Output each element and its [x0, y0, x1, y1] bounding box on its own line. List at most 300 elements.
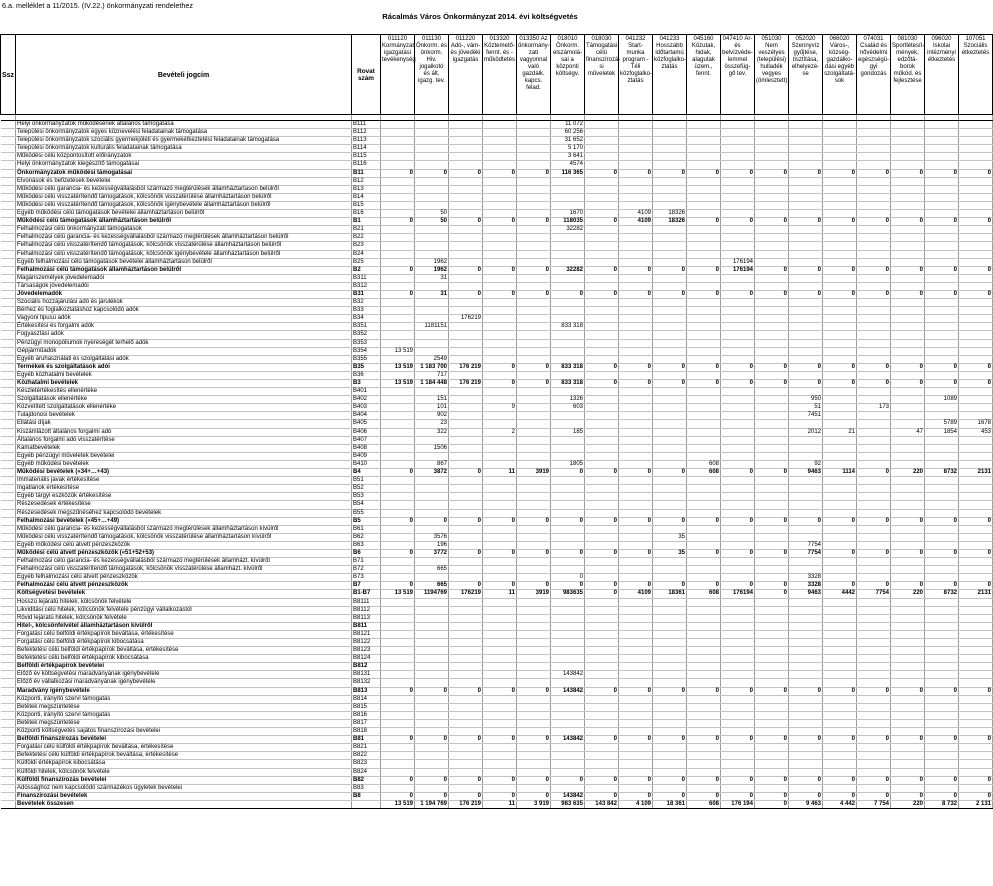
value-cell: [959, 679, 993, 687]
value-cell: [517, 606, 551, 614]
value-cell: [653, 477, 687, 485]
value-cell: [687, 622, 721, 630]
value-cell: [483, 121, 517, 129]
value-cell: [653, 234, 687, 242]
value-cell: [483, 226, 517, 234]
value-cell: [721, 347, 755, 355]
value-cell: [755, 339, 789, 347]
row-code: B8111: [352, 598, 381, 606]
value-cell: 1181151: [415, 323, 449, 331]
value-cell: [619, 703, 653, 711]
value-cell: [449, 396, 483, 404]
value-cell: [619, 477, 653, 485]
value-cell: [823, 404, 857, 412]
value-cell: 0: [755, 380, 789, 388]
row-code: B812: [352, 663, 381, 671]
value-cell: [517, 242, 551, 250]
value-cell: [483, 501, 517, 509]
value-cell: [891, 347, 925, 355]
value-cell: 0: [619, 582, 653, 590]
value-cell: 0: [517, 290, 551, 298]
value-cell: [789, 647, 823, 655]
value-cell: [925, 145, 959, 153]
row-label: Felhalmozási célú garancia- és kezességvállalásból származó megtérülések államházt. kívülről: [16, 558, 352, 566]
value-cell: [687, 509, 721, 517]
row-code: B1-B7: [352, 590, 381, 598]
value-cell: [585, 614, 619, 622]
value-cell: [551, 622, 585, 630]
value-cell: [653, 525, 687, 533]
row-label: Közvetített szolgáltatások ellenértéke: [16, 404, 352, 412]
value-cell: [517, 428, 551, 436]
col-header: 081030 Sportlétesít-mények, edzőtá-borok működ. és fejlesztése: [891, 35, 925, 115]
value-cell: [823, 501, 857, 509]
value-cell: 0: [857, 687, 891, 695]
row-code: B62: [352, 533, 381, 541]
value-cell: [517, 655, 551, 663]
value-cell: [721, 420, 755, 428]
table-row: [1, 121, 993, 129]
value-cell: [857, 541, 891, 549]
value-cell: [415, 622, 449, 630]
value-cell: [551, 250, 585, 258]
value-cell: [585, 606, 619, 614]
value-cell: 0: [925, 549, 959, 557]
row-code: B6: [352, 549, 381, 557]
value-cell: [789, 493, 823, 501]
value-cell: [755, 574, 789, 582]
value-cell: [755, 161, 789, 169]
value-cell: [483, 242, 517, 250]
value-cell: [755, 444, 789, 452]
row-code: B24: [352, 250, 381, 258]
value-cell: [517, 574, 551, 582]
value-cell: [925, 388, 959, 396]
row-code: B813: [352, 687, 381, 695]
value-cell: 0: [755, 776, 789, 784]
col-header: 013320 Köztemető-fennt. és - működtetés: [483, 35, 517, 115]
value-cell: [483, 719, 517, 727]
value-cell: [823, 622, 857, 630]
value-cell: [449, 671, 483, 679]
row-label: Egyéb pénzügyi műveletek bevételei: [16, 452, 352, 460]
row-label: Felhalmozási célú átvett pénzeszközök: [16, 582, 352, 590]
value-cell: [517, 396, 551, 404]
value-cell: [517, 614, 551, 622]
value-cell: [959, 258, 993, 266]
row-number: [1, 485, 16, 493]
value-cell: [959, 153, 993, 161]
value-cell: [687, 121, 721, 129]
value-cell: [551, 299, 585, 307]
value-cell: 0: [517, 776, 551, 784]
row-label: Ingatlanok értékesítése: [16, 485, 352, 493]
value-cell: [517, 533, 551, 541]
value-cell: [959, 121, 993, 129]
value-cell: [381, 193, 415, 201]
value-cell: [381, 396, 415, 404]
value-cell: [891, 760, 925, 768]
value-cell: 0: [721, 736, 755, 744]
value-cell: [891, 355, 925, 363]
value-cell: [653, 444, 687, 452]
value-cell: [449, 558, 483, 566]
value-cell: [449, 768, 483, 776]
value-cell: [925, 647, 959, 655]
value-cell: [891, 703, 925, 711]
value-cell: 0: [449, 736, 483, 744]
value-cell: [687, 412, 721, 420]
row-number: [1, 525, 16, 533]
value-cell: [619, 509, 653, 517]
value-cell: 0: [585, 218, 619, 226]
value-cell: [585, 250, 619, 258]
value-cell: [449, 371, 483, 379]
value-cell: [959, 282, 993, 290]
row-code: B406: [352, 428, 381, 436]
value-cell: [891, 412, 925, 420]
value-cell: [415, 436, 449, 444]
col-header: 018030 Támogatási célú finanszírozá-si műveletek: [585, 35, 619, 115]
row-label: Egyéb felhalmozási célú támogatások bevételei államháztartáson belülről: [16, 258, 352, 266]
value-cell: [449, 655, 483, 663]
table-row: [1, 210, 993, 218]
value-cell: [687, 558, 721, 566]
row-label: Központi költségvetés sajátos finanszírozási bevételei: [16, 728, 352, 736]
row-code: B34: [352, 315, 381, 323]
row-label: Bevételek összesen: [16, 800, 352, 808]
value-cell: [789, 477, 823, 485]
value-cell: [585, 639, 619, 647]
value-cell: [551, 728, 585, 736]
value-cell: [857, 485, 891, 493]
table-row: [1, 477, 993, 485]
value-cell: 0: [653, 687, 687, 695]
value-cell: 0: [619, 469, 653, 477]
value-cell: [585, 315, 619, 323]
value-cell: [959, 728, 993, 736]
value-cell: [857, 525, 891, 533]
value-cell: [687, 679, 721, 687]
row-label: Külföldi hitelek, kölcsönök felvétele: [16, 768, 352, 776]
table-row: [1, 371, 993, 379]
value-cell: [959, 606, 993, 614]
value-cell: [381, 331, 415, 339]
value-cell: [959, 663, 993, 671]
table-row: [1, 420, 993, 428]
value-cell: [517, 703, 551, 711]
row-number: [1, 258, 16, 266]
row-label: Vagyoni tipusú adók: [16, 315, 352, 323]
value-cell: [721, 145, 755, 153]
table-row: [1, 129, 993, 137]
value-cell: [755, 752, 789, 760]
value-cell: 0: [653, 776, 687, 784]
value-cell: 11: [483, 800, 517, 808]
value-cell: [687, 242, 721, 250]
value-cell: 3328: [789, 582, 823, 590]
row-code: B71: [352, 558, 381, 566]
value-cell: [959, 509, 993, 517]
value-cell: [381, 153, 415, 161]
value-cell: [653, 193, 687, 201]
value-cell: [925, 525, 959, 533]
row-number: [1, 687, 16, 695]
value-cell: [789, 533, 823, 541]
row-code: B823: [352, 760, 381, 768]
row-number: [1, 800, 16, 808]
value-cell: [381, 768, 415, 776]
col-header: 013350 Az önkormány-zati vagyonnal való gazdálk. kapcs. felad.: [517, 35, 551, 115]
value-cell: 0: [891, 582, 925, 590]
value-cell: [517, 177, 551, 185]
value-cell: [925, 493, 959, 501]
value-cell: [517, 355, 551, 363]
value-cell: [857, 185, 891, 193]
value-cell: [857, 420, 891, 428]
value-cell: [483, 663, 517, 671]
value-cell: 0: [585, 290, 619, 298]
row-label: Költségvetési bevételek: [16, 590, 352, 598]
value-cell: 35: [653, 533, 687, 541]
table-row: [1, 355, 993, 363]
value-cell: [823, 460, 857, 468]
row-label: Felhalmozási célú garancia- és kezességvállalásból származó megtérülések államháztartáson belülről: [16, 234, 352, 242]
row-label: Működési célú visszatérítendő támogatások, kölcsönök visszatérülése államháztartáson kívülről: [16, 533, 352, 541]
value-cell: [891, 137, 925, 145]
value-cell: [925, 663, 959, 671]
value-cell: [449, 477, 483, 485]
value-cell: [517, 145, 551, 153]
value-cell: 0: [925, 380, 959, 388]
value-cell: [823, 630, 857, 638]
row-code: B54: [352, 501, 381, 509]
value-cell: [755, 639, 789, 647]
row-label: Részesedések megszűnéséhez kapcsolódó bevételek: [16, 509, 352, 517]
row-code: B8132: [352, 679, 381, 687]
value-cell: [857, 274, 891, 282]
value-cell: [925, 315, 959, 323]
row-label: Önkormányzatok működési támogatásai: [16, 169, 352, 177]
value-cell: [483, 768, 517, 776]
row-label: Működési célú visszatérítendő támogatások, kölcsönök visszatérülése államháztartáson belülről: [16, 193, 352, 201]
value-cell: 833 318: [551, 380, 585, 388]
value-cell: [925, 558, 959, 566]
value-cell: 0: [823, 169, 857, 177]
row-number: [1, 501, 16, 509]
value-cell: [483, 525, 517, 533]
value-cell: 13 519: [381, 590, 415, 598]
value-cell: [619, 501, 653, 509]
value-cell: [789, 452, 823, 460]
value-cell: [381, 145, 415, 153]
value-cell: [687, 307, 721, 315]
table-row: [1, 541, 993, 549]
value-cell: 176194: [721, 258, 755, 266]
value-cell: [687, 744, 721, 752]
value-cell: [415, 129, 449, 137]
value-cell: [891, 388, 925, 396]
value-cell: 0: [857, 218, 891, 226]
value-cell: 143842: [551, 736, 585, 744]
table-row: [1, 639, 993, 647]
value-cell: [823, 647, 857, 655]
value-cell: [517, 639, 551, 647]
value-cell: 0: [415, 736, 449, 744]
value-cell: [891, 566, 925, 574]
value-cell: [653, 436, 687, 444]
value-cell: 31: [415, 290, 449, 298]
value-cell: [721, 299, 755, 307]
value-cell: [687, 639, 721, 647]
value-cell: 0: [925, 736, 959, 744]
value-cell: [959, 323, 993, 331]
value-cell: [415, 452, 449, 460]
value-cell: [449, 614, 483, 622]
value-cell: [415, 639, 449, 647]
value-cell: 0: [619, 169, 653, 177]
value-cell: 0: [653, 169, 687, 177]
row-label: Maradvány igénybevétele: [16, 687, 352, 695]
value-cell: [483, 444, 517, 452]
table-row: [1, 266, 993, 274]
table-row: [1, 711, 993, 719]
row-label: Működési célú garancia- és kezességvállalásból származó megtérülések államháztartáson kívülről: [16, 525, 352, 533]
value-cell: [891, 574, 925, 582]
value-cell: [789, 250, 823, 258]
value-cell: [585, 493, 619, 501]
value-cell: [585, 533, 619, 541]
value-cell: [415, 299, 449, 307]
value-cell: [483, 647, 517, 655]
value-cell: [585, 299, 619, 307]
value-cell: [959, 193, 993, 201]
value-cell: [551, 371, 585, 379]
table-row: [1, 185, 993, 193]
value-cell: [925, 784, 959, 792]
value-cell: 7754: [857, 590, 891, 598]
value-cell: [721, 282, 755, 290]
value-cell: [755, 695, 789, 703]
value-cell: [925, 622, 959, 630]
value-cell: [755, 428, 789, 436]
value-cell: [585, 598, 619, 606]
value-cell: [653, 728, 687, 736]
value-cell: [551, 663, 585, 671]
value-cell: 0: [585, 469, 619, 477]
value-cell: 0: [585, 549, 619, 557]
value-cell: [381, 784, 415, 792]
value-cell: [381, 647, 415, 655]
value-cell: [891, 323, 925, 331]
value-cell: [483, 129, 517, 137]
value-cell: [517, 558, 551, 566]
value-cell: 0: [789, 517, 823, 525]
value-cell: [551, 234, 585, 242]
value-cell: [415, 695, 449, 703]
value-cell: 0: [857, 380, 891, 388]
value-cell: [823, 234, 857, 242]
value-cell: 143 842: [585, 800, 619, 808]
value-cell: [721, 193, 755, 201]
value-cell: [925, 210, 959, 218]
value-cell: 9463: [789, 469, 823, 477]
value-cell: [517, 719, 551, 727]
row-label: Betétek megszüntetése: [16, 703, 352, 711]
value-cell: [483, 752, 517, 760]
value-cell: [381, 129, 415, 137]
value-cell: [483, 161, 517, 169]
row-code: B52: [352, 485, 381, 493]
value-cell: [857, 647, 891, 655]
row-number: [1, 533, 16, 541]
value-cell: [755, 719, 789, 727]
value-cell: 11: [483, 469, 517, 477]
value-cell: [619, 711, 653, 719]
value-cell: [925, 485, 959, 493]
value-cell: 18326: [653, 210, 687, 218]
value-cell: 0: [823, 792, 857, 800]
value-cell: 0: [687, 582, 721, 590]
row-label: Rövid lejáratú hitelek, kölcsönök felvétele: [16, 614, 352, 622]
value-cell: 1854: [925, 428, 959, 436]
value-cell: [619, 719, 653, 727]
value-cell: [619, 242, 653, 250]
value-cell: [789, 485, 823, 493]
value-cell: [381, 177, 415, 185]
value-cell: 5789: [925, 420, 959, 428]
value-cell: [517, 347, 551, 355]
value-cell: [449, 436, 483, 444]
value-cell: [449, 161, 483, 169]
row-number: [1, 622, 16, 630]
value-cell: [653, 250, 687, 258]
value-cell: [449, 695, 483, 703]
value-cell: [415, 185, 449, 193]
value-cell: [857, 460, 891, 468]
value-cell: [653, 201, 687, 209]
value-cell: [789, 347, 823, 355]
value-cell: [415, 315, 449, 323]
row-label: Egyéb működési célú átvett pénzeszközök: [16, 541, 352, 549]
value-cell: [891, 371, 925, 379]
row-code: B81: [352, 736, 381, 744]
row-label: Működési bevételek («34+…+43): [16, 469, 352, 477]
value-cell: [585, 428, 619, 436]
value-cell: 0: [415, 517, 449, 525]
value-cell: 9 463: [789, 800, 823, 808]
value-cell: [823, 258, 857, 266]
value-cell: [551, 719, 585, 727]
value-cell: [449, 452, 483, 460]
value-cell: [857, 121, 891, 129]
value-cell: [857, 744, 891, 752]
value-cell: [721, 711, 755, 719]
value-cell: 0: [959, 169, 993, 177]
value-cell: [585, 436, 619, 444]
value-cell: [551, 388, 585, 396]
value-cell: [959, 404, 993, 412]
value-cell: [449, 129, 483, 137]
row-code: B16: [352, 210, 381, 218]
row-label: Működési célú átvett pénzeszközök («51+52+53): [16, 549, 352, 557]
value-cell: [619, 145, 653, 153]
value-cell: [857, 452, 891, 460]
value-cell: [415, 193, 449, 201]
value-cell: [381, 428, 415, 436]
value-cell: [721, 639, 755, 647]
value-cell: [857, 250, 891, 258]
